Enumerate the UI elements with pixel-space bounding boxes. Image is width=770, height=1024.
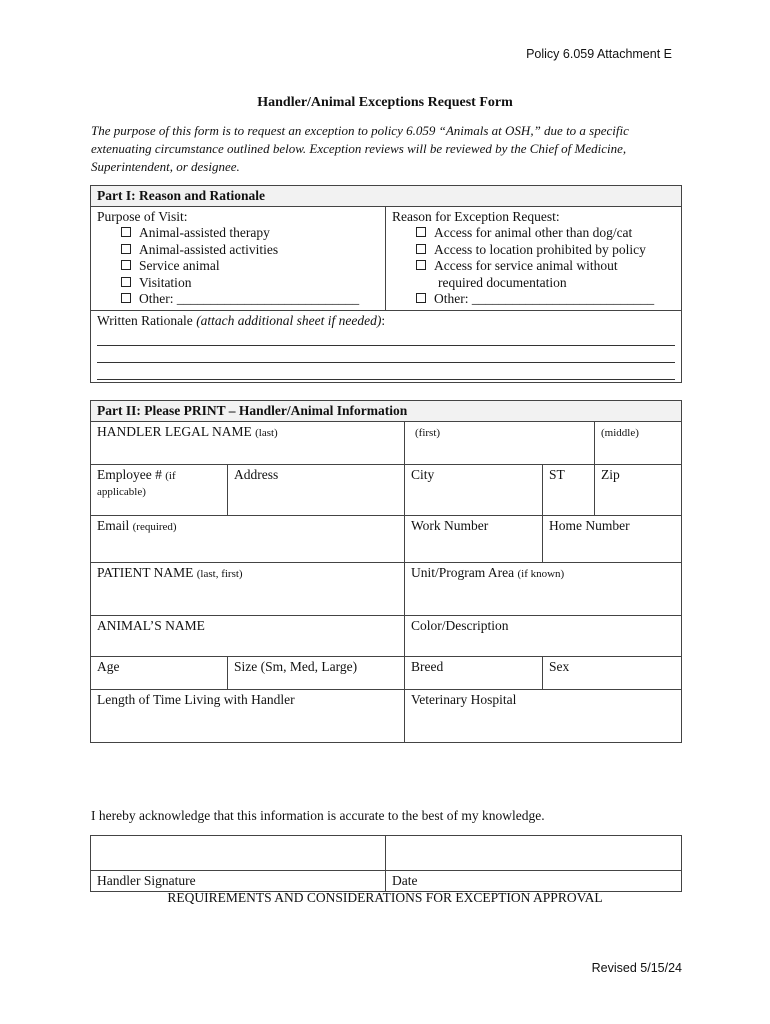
- field-note: (middle): [601, 427, 639, 439]
- rationale-line[interactable]: [97, 346, 675, 363]
- policy-reference: Policy 6.059 Attachment E: [526, 47, 672, 61]
- checkbox-icon[interactable]: [416, 244, 426, 254]
- patient-name-field[interactable]: [91, 563, 405, 616]
- revised-date: Revised 5/15/24: [591, 961, 682, 975]
- employee-number-field[interactable]: [91, 465, 228, 516]
- breed-field[interactable]: [405, 657, 543, 690]
- checkbox-icon[interactable]: [416, 293, 426, 303]
- age-field[interactable]: [91, 657, 228, 690]
- checkbox-icon[interactable]: [121, 293, 131, 303]
- field-label: Zip: [601, 467, 620, 482]
- handler-signature-field[interactable]: [91, 836, 386, 871]
- field-label: Breed: [411, 659, 444, 674]
- visit-option-visitation[interactable]: [97, 275, 379, 292]
- home-number-field[interactable]: [543, 516, 682, 563]
- option-label: Other: ___________________________: [434, 291, 655, 306]
- acknowledgement-text: I hereby acknowledge that this information is accurate to the best of my knowledge.: [91, 808, 545, 823]
- rationale-label: Written Rationale: [97, 312, 193, 328]
- visit-option-other[interactable]: [97, 291, 379, 308]
- field-label: PATIENT NAME: [97, 565, 194, 580]
- veterinary-hospital-field[interactable]: [405, 690, 682, 743]
- field-label: Size (Sm, Med, Large): [234, 659, 358, 674]
- part1-table: [90, 185, 682, 383]
- address-field[interactable]: [228, 465, 405, 516]
- rationale-line[interactable]: [97, 329, 675, 346]
- field-label: Color/Description: [411, 618, 509, 633]
- field-label: Address: [234, 467, 279, 482]
- work-number-field[interactable]: [405, 516, 543, 563]
- option-label: Access for animal other than dog/cat: [434, 225, 633, 240]
- field-label: Email: [97, 518, 130, 533]
- option-label: Animal-assisted therapy: [139, 225, 270, 240]
- field-label: Veterinary Hospital: [411, 692, 517, 707]
- size-field[interactable]: [228, 657, 405, 690]
- form-title: Handler/Animal Exceptions Request Form: [257, 95, 513, 110]
- field-note: (required): [132, 521, 177, 533]
- email-field[interactable]: [91, 516, 405, 563]
- field-label: Age: [97, 659, 120, 674]
- requirements-heading: REQUIREMENTS AND CONSIDERATIONS FOR EXCEPTION APPROVAL: [167, 890, 603, 905]
- checkbox-icon[interactable]: [121, 227, 131, 237]
- checkbox-icon[interactable]: [121, 260, 131, 270]
- field-label: ST: [549, 467, 565, 482]
- city-field[interactable]: [405, 465, 543, 516]
- state-field[interactable]: [543, 465, 595, 516]
- unit-program-field[interactable]: [405, 563, 682, 616]
- length-of-time-field[interactable]: [91, 690, 405, 743]
- checkbox-icon[interactable]: [416, 227, 426, 237]
- field-note: (last): [255, 427, 278, 439]
- zip-field[interactable]: [595, 465, 682, 516]
- part1-heading: Part I: Reason and Rationale: [91, 186, 682, 207]
- field-label: ANIMAL’S NAME: [97, 618, 205, 633]
- field-note: (last, first): [196, 568, 243, 580]
- field-label: Unit/Program Area: [411, 565, 515, 580]
- reason-label: Reason for Exception Request:: [392, 209, 560, 224]
- visit-option-service[interactable]: [97, 258, 379, 275]
- field-label: City: [411, 467, 435, 482]
- rationale-colon: :: [381, 312, 386, 328]
- option-label: Access for service animal without: [434, 258, 618, 273]
- rationale-note: (attach additional sheet if needed): [196, 312, 382, 328]
- checkbox-icon[interactable]: [121, 244, 131, 254]
- signature-table: [90, 835, 682, 892]
- visit-label: Purpose of Visit:: [97, 209, 188, 224]
- field-note: applicable): [97, 486, 146, 498]
- reason-option-other-species[interactable]: [392, 225, 675, 242]
- field-note: (first): [415, 427, 441, 439]
- field-note: (if known): [517, 568, 565, 580]
- visit-option-therapy[interactable]: [97, 225, 379, 242]
- purpose-statement: The purpose of this form is to request an exception to policy 6.059 “Animals at OSH,” due to a specific extenuating circumstance outlined below. Exception reviews will be reviewed by the Chief of Medicine, Superintendent, or designee.: [91, 123, 629, 174]
- option-label: required documentation: [438, 274, 567, 290]
- date-field[interactable]: [386, 836, 682, 871]
- option-label: Access to location prohibited by policy: [434, 241, 646, 257]
- field-label: Home Number: [549, 518, 630, 533]
- reason-option-other[interactable]: [392, 291, 675, 308]
- field-label: Employee #: [97, 467, 162, 482]
- color-description-field[interactable]: [405, 616, 682, 657]
- option-label: Service animal: [139, 258, 220, 273]
- handler-last-name-field[interactable]: [91, 422, 405, 465]
- rationale-cell[interactable]: [91, 310, 682, 382]
- checkbox-icon[interactable]: [121, 277, 131, 287]
- option-label: Animal-assisted activities: [139, 241, 279, 257]
- part2-table: [90, 400, 682, 743]
- part2-heading: Part II: Please PRINT – Handler/Animal Information: [91, 401, 682, 422]
- visit-option-activities[interactable]: [97, 242, 379, 259]
- field-label: Length of Time Living with Handler: [97, 692, 295, 707]
- field-label: HANDLER LEGAL NAME: [97, 424, 252, 439]
- sex-field[interactable]: [543, 657, 682, 690]
- handler-signature-label: Handler Signature: [91, 871, 386, 892]
- field-label: Sex: [549, 659, 570, 674]
- checkbox-icon[interactable]: [416, 260, 426, 270]
- rationale-line[interactable]: [97, 363, 675, 380]
- option-label: Other: ___________________________: [139, 291, 360, 306]
- reason-option-service-no-docs[interactable]: [392, 258, 675, 275]
- field-note: (if: [165, 470, 176, 482]
- date-label: Date: [386, 871, 682, 892]
- field-label: Work Number: [411, 518, 489, 533]
- animal-name-field[interactable]: [91, 616, 405, 657]
- handler-middle-name-field[interactable]: [595, 422, 682, 465]
- reason-option-continuation: [392, 275, 675, 292]
- option-label: Visitation: [139, 274, 192, 290]
- handler-first-name-field[interactable]: [405, 422, 595, 465]
- reason-option-location[interactable]: [392, 242, 675, 259]
